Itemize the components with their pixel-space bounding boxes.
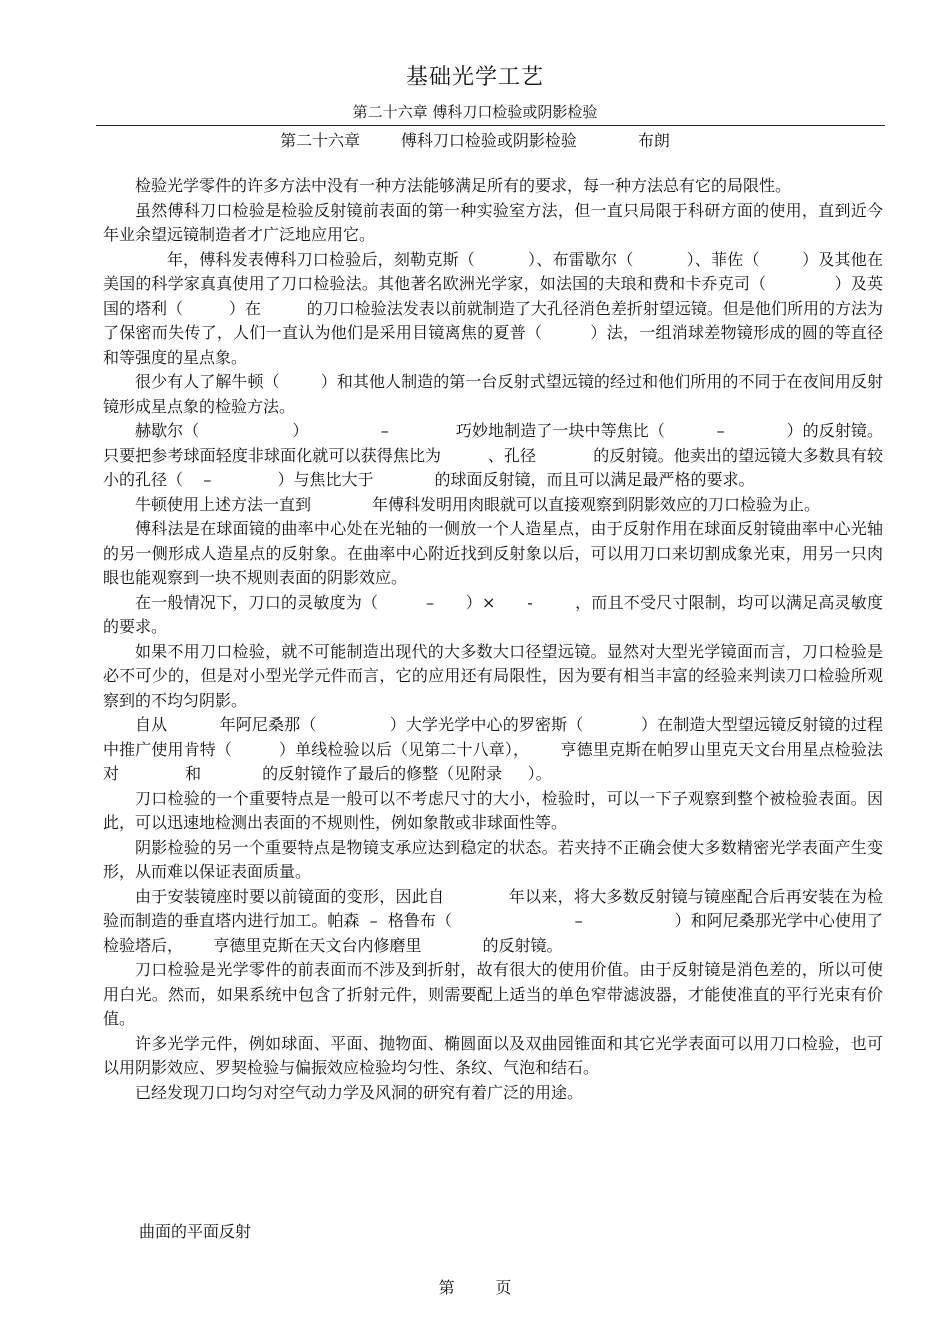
paragraph: 牛顿使用上述方法一直到 年傅科发明用肉眼就可以直接观察到阴影效应的刀口检验为止。 [135,494,821,514]
paragraph: 在一般情况下，刀口的灵敏度为（ – ）× - ，而且不受尺寸限制，均可以满足高灵敏度的要求。 [103,592,883,636]
paragraph: 如果不用刀口检验，就不可能制造出现代的大多数大口径望远镜。显然对大型光学镜面而言，刀口检验是必不可少的，但是对小型光学元件而言，它的应用还有局限性，因为要有相当丰富的经验来判读刀口检验所观察到的不均匀阴影。 [103,641,883,710]
book-title: 基础光学工艺 [405,65,544,90]
chapter-heading: 第二十六章 傅科刀口检验或阴影检验 布朗 [280,131,670,150]
paragraph: 刀口检验的一个重要特点是一般可以不考虑尺寸的大小，检验时，可以一下子观察到整个被检验表面。因此，可以迅速地检测出表面的不规则性，例如象散或非球面性等。 [103,788,883,832]
body-text [103,174,883,1105]
paragraph: 阴影检验的另一个重要特点是物镜支承应达到稳定的状态。若夹持不正确会使大多数精密光学表面产生变形，从而难以保证表面质量。 [103,837,883,881]
paragraph: 检验光学零件的许多方法中没有一种方法能够满足所有的要求，每一种方法总有它的局限性。 [135,176,792,195]
paragraph: 自从 年阿尼桑那（ ）大学光学中心的罗密斯（ ）在制造大型望远镜反射镜的过程中推广使用肯特（ ）单线检验以后（见第二十八章）， 亨德里克斯在帕罗山里克天文台用星点检验法对 和 的反射镜作了最后的修整（见附录 ）。 [103,715,883,783]
paragraph: 很少有人了解牛顿（ ）和其他人制造的第一台反射式望远镜的经过和他们所用的不同于在夜间用反射镜形成星点象的检验方法。 [103,372,883,416]
paragraph: 年，傅科发表傅科刀口检验后，刻勒克斯（ ）、布雷歇尔（ ）、菲佐（ ）及其他在美国的科学家真真使用了刀口检验法。其他著名欧洲光学家，如法国的夫琅和费和卡乔克司（ ）及英国的塔利（ ）在 的刀口检验法发表以前就制造了大孔径消色差折射望远镜。但是他们所用的方法为了保密而失传了，人们一直认为他们是采用目镜离焦的夏普（ ）法，一组消球差物镜形成的圆的等直径和等强度的星点象。 [103,249,883,367]
paragraph: 虽然傅科刀口检验是检验反射镜前表面的第一种实验室方法，但一直只局限于科研方面的使用，直到近今年业余望远镜制造者才广泛地应用它。 [103,200,883,244]
paragraph: 刀口检验是光学零件的前表面而不涉及到折射，故有很大的使用价值。由于反射镜是消色差的，所以可使用白光。然而，如果系统中包含了折射元件，则需要配上适当的单色窄带滤波器，才能使准直的平行光束有价值。 [103,960,883,1028]
paragraph: 赫歇尔（ ） – 巧妙地制造了一块中等焦比（ – ）的反射镜。只要把参考球面轻度非球面化就可以获得焦比为 、孔径 的反射镜。他卖出的望远镜大多数具有较小的孔径（ – ）与焦比大于 的球面反射镜，而且可以满足最严格的要求。 [103,421,883,489]
page-footer: 第 页 [438,1278,512,1297]
running-header-chapter: 第二十六章 傅科刀口检验或阴影检验 [352,103,598,121]
paragraph: 已经发现刀口均匀对空气动力学及风洞的研究有着广泛的用途。 [135,1082,584,1102]
header-divider [96,125,885,126]
paragraph: 由于安装镜座时要以前镜面的变形，因此自 年以来，将大多数反射镜与镜座配合后再安装在为检验而制造的垂直塔内进行加工。帕森 – 格鲁布（ – ）和阿尼桑那光学中心使用了检验塔后， 亨德里克斯在天文台内修磨里 的反射镜。 [103,886,883,955]
section-heading: 曲面的平面反射 [139,1222,252,1241]
paragraph: 许多光学元件，例如球面、平面、抛物面、椭圆面以及双曲园锥面和其它光学表面可以用刀口检验，也可以用阴影效应、罗契检验与偏振效应检验均匀性、条纹、气泡和结石。 [103,1033,883,1077]
paragraph: 傅科法是在球面镜的曲率中心处在光轴的一侧放一个人造星点，由于反射作用在球面反射镜曲率中心光轴的另一侧形成人造星点的反射象。在曲率中心附近找到反射象以后，可以用刀口来切割成象光束，用另一只肉眼也能观察到一块不规则表面的阴影效应。 [103,519,883,587]
